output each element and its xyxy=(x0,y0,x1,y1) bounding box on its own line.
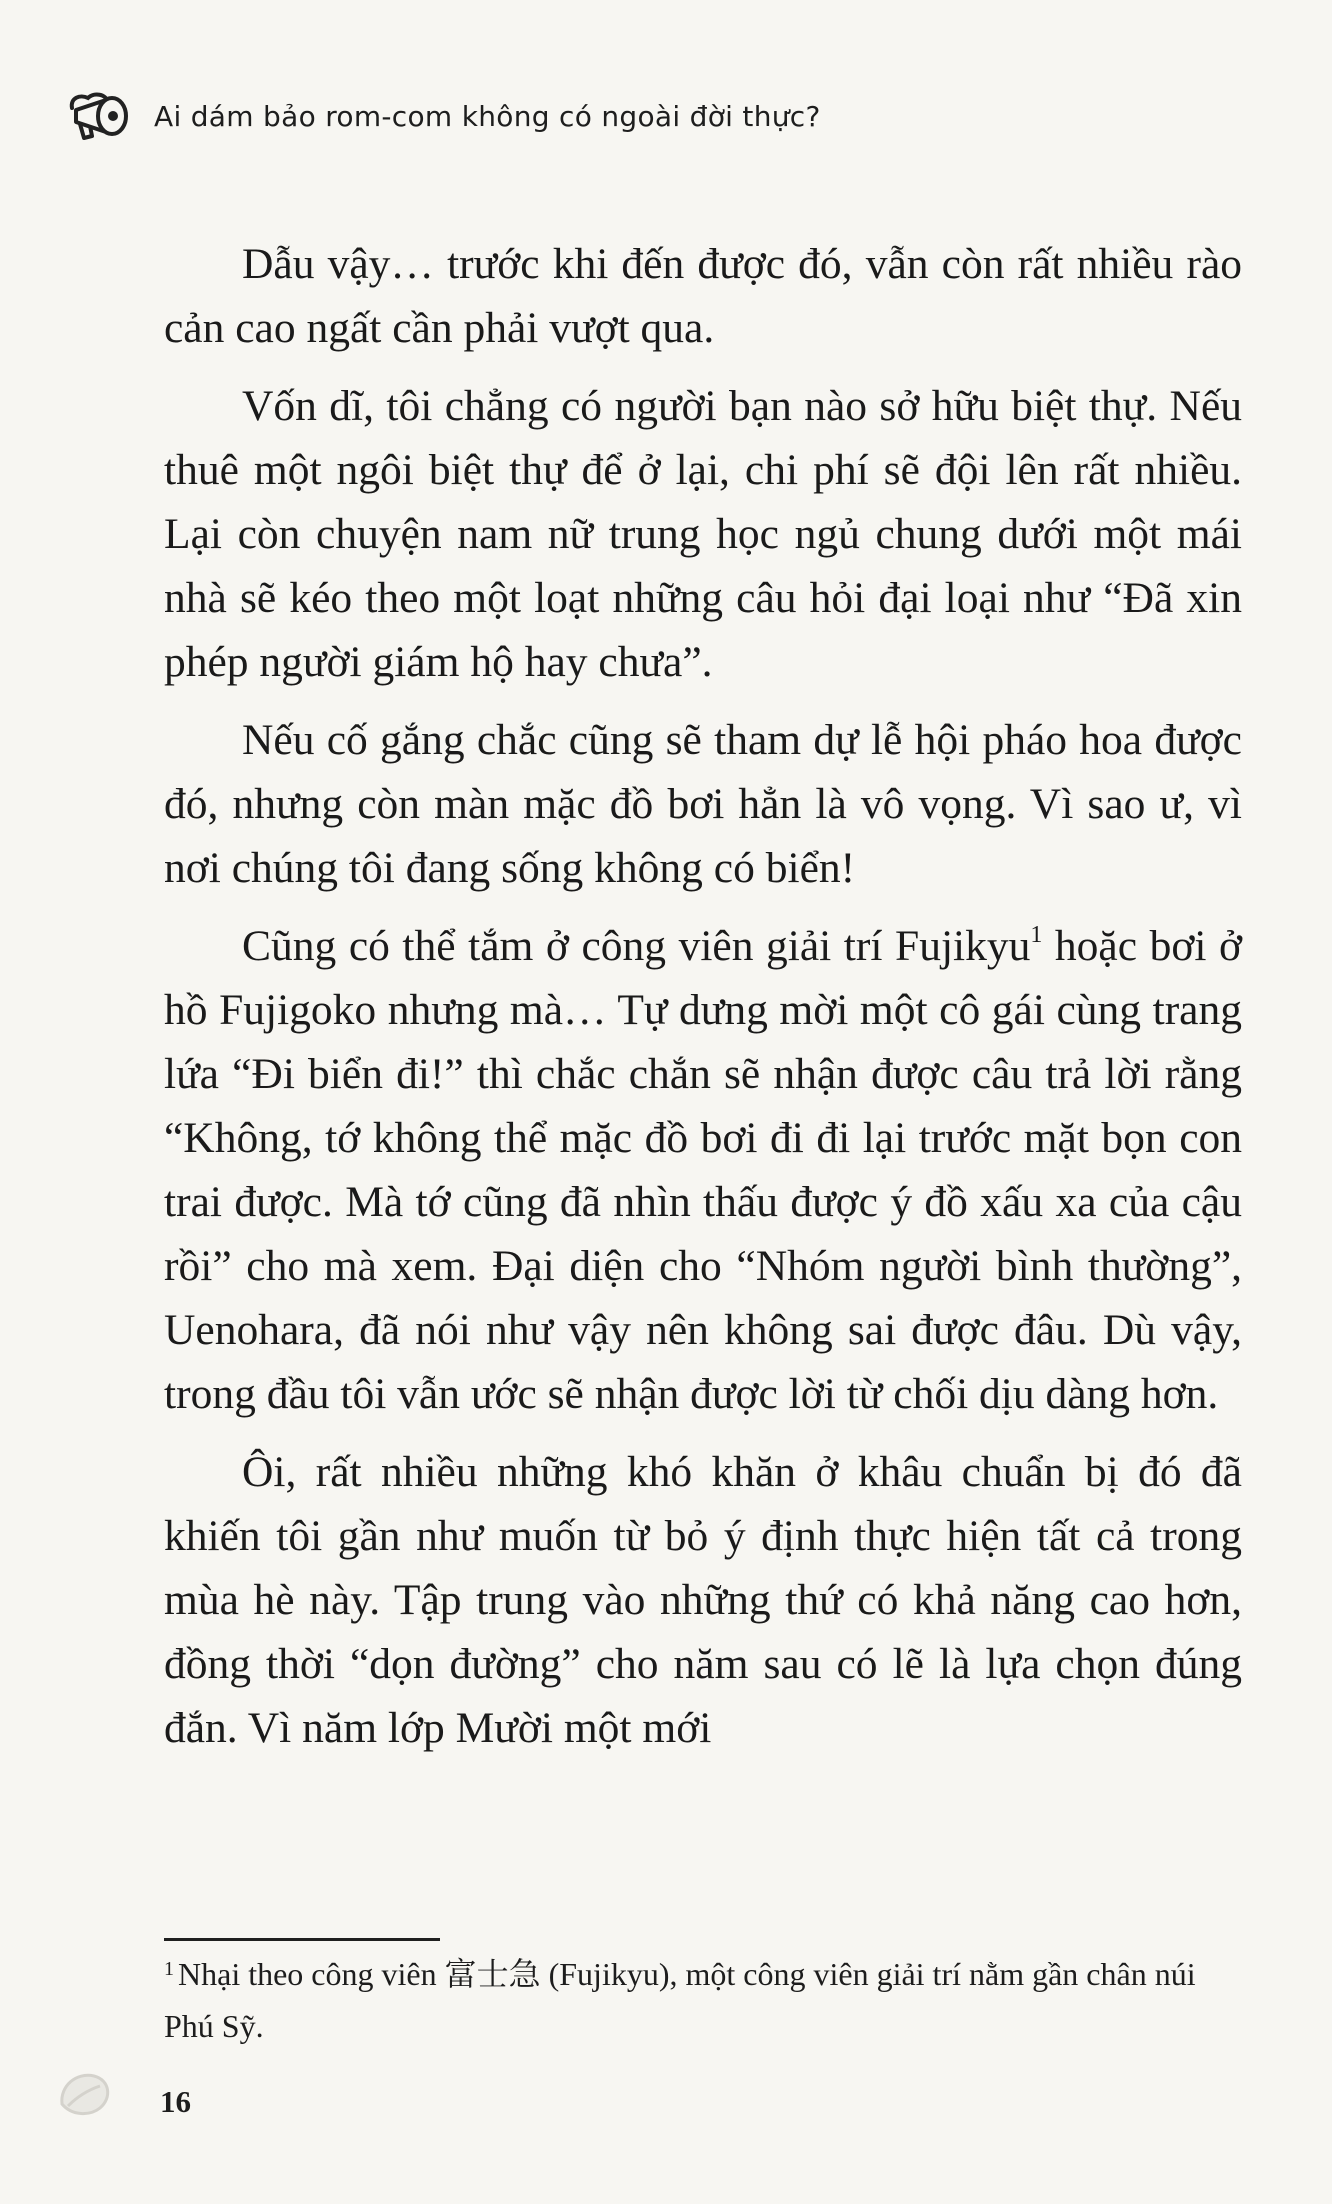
running-header-title: Ai dám bảo rom-com không có ngoài đời thực? xyxy=(154,99,821,133)
running-header xyxy=(66,86,821,146)
footnote-marker: 1 xyxy=(164,1958,174,1980)
footnote-text: Nhại theo công viên 富士急 (Fujikyu), một công viên giải trí nằm gần chân núi Phú Sỹ. xyxy=(164,1956,1196,2044)
paragraph-1: Dẫu vậy… trước khi đến được đó, vẫn còn rất nhiều rào cản cao ngất cần phải vượt qua. xyxy=(164,240,1242,352)
paragraph-3: Nếu cố gắng chắc cũng sẽ tham dự lễ hội pháo hoa được đó, nhưng còn màn mặc đồ bơi hẳn là vô vọng. Vì sao ư, vì nơi chúng tôi đang sống không có biển! xyxy=(164,716,1242,892)
paragraph-4 xyxy=(164,914,1242,1426)
footnote-reference[interactable]: 1 xyxy=(1030,922,1043,948)
body-text xyxy=(164,232,1242,1774)
footnote xyxy=(164,1948,1246,2052)
paragraph-5: Ôi, rất nhiều những khó khăn ở khâu chuẩn bị đó đã khiến tôi gần như muốn từ bỏ ý định thực hiện tất cả trong mùa hè này. Tập trung vào những thứ có khả năng cao hơn, đồng thời “dọn đường” cho năm sau có lẽ là lựa chọn đúng đắn. Vì năm lớp Mười một mới xyxy=(164,1448,1242,1752)
paragraph-2: Vốn dĩ, tôi chẳng có người bạn nào sở hữu biệt thự. Nếu thuê một ngôi biệt thự để ở lại, chi phí sẽ đội lên rất nhiều. Lại còn chuyện nam nữ trung học ngủ chung dưới một mái nhà sẽ kéo theo một loạt những câu hỏi đại loại như “Đã xin phép người giám hộ hay chưa”. xyxy=(164,382,1242,686)
page-number: 16 xyxy=(160,2084,191,2119)
footnote-divider xyxy=(164,1938,440,1941)
leaf-icon xyxy=(54,2064,118,2124)
paragraph-4-part-1: Cũng có thể tắm ở công viên giải trí Fujikyu xyxy=(242,922,1031,970)
megaphone-icon xyxy=(66,88,140,144)
paragraph-4-part-2: hoặc bơi ở hồ Fujigoko nhưng mà… Tự dưng mời một cô gái cùng trang lứa “Đi biển đi!” thì chắc chắn sẽ nhận được câu trả lời rằng “Không, tớ không thể mặc đồ bơi đi đi lại trước mặt bọn con trai được. Mà tớ cũng đã nhìn thấu được ý đồ xấu xa của cậu rồi” cho mà xem. Đại diện cho “Nhóm người bình thường”, Uenohara, đã nói như vậy nên không sai được đâu. Dù vậy, trong đầu tôi vẫn ước sẽ nhận được lời từ chối dịu dàng hơn. xyxy=(164,922,1242,1418)
